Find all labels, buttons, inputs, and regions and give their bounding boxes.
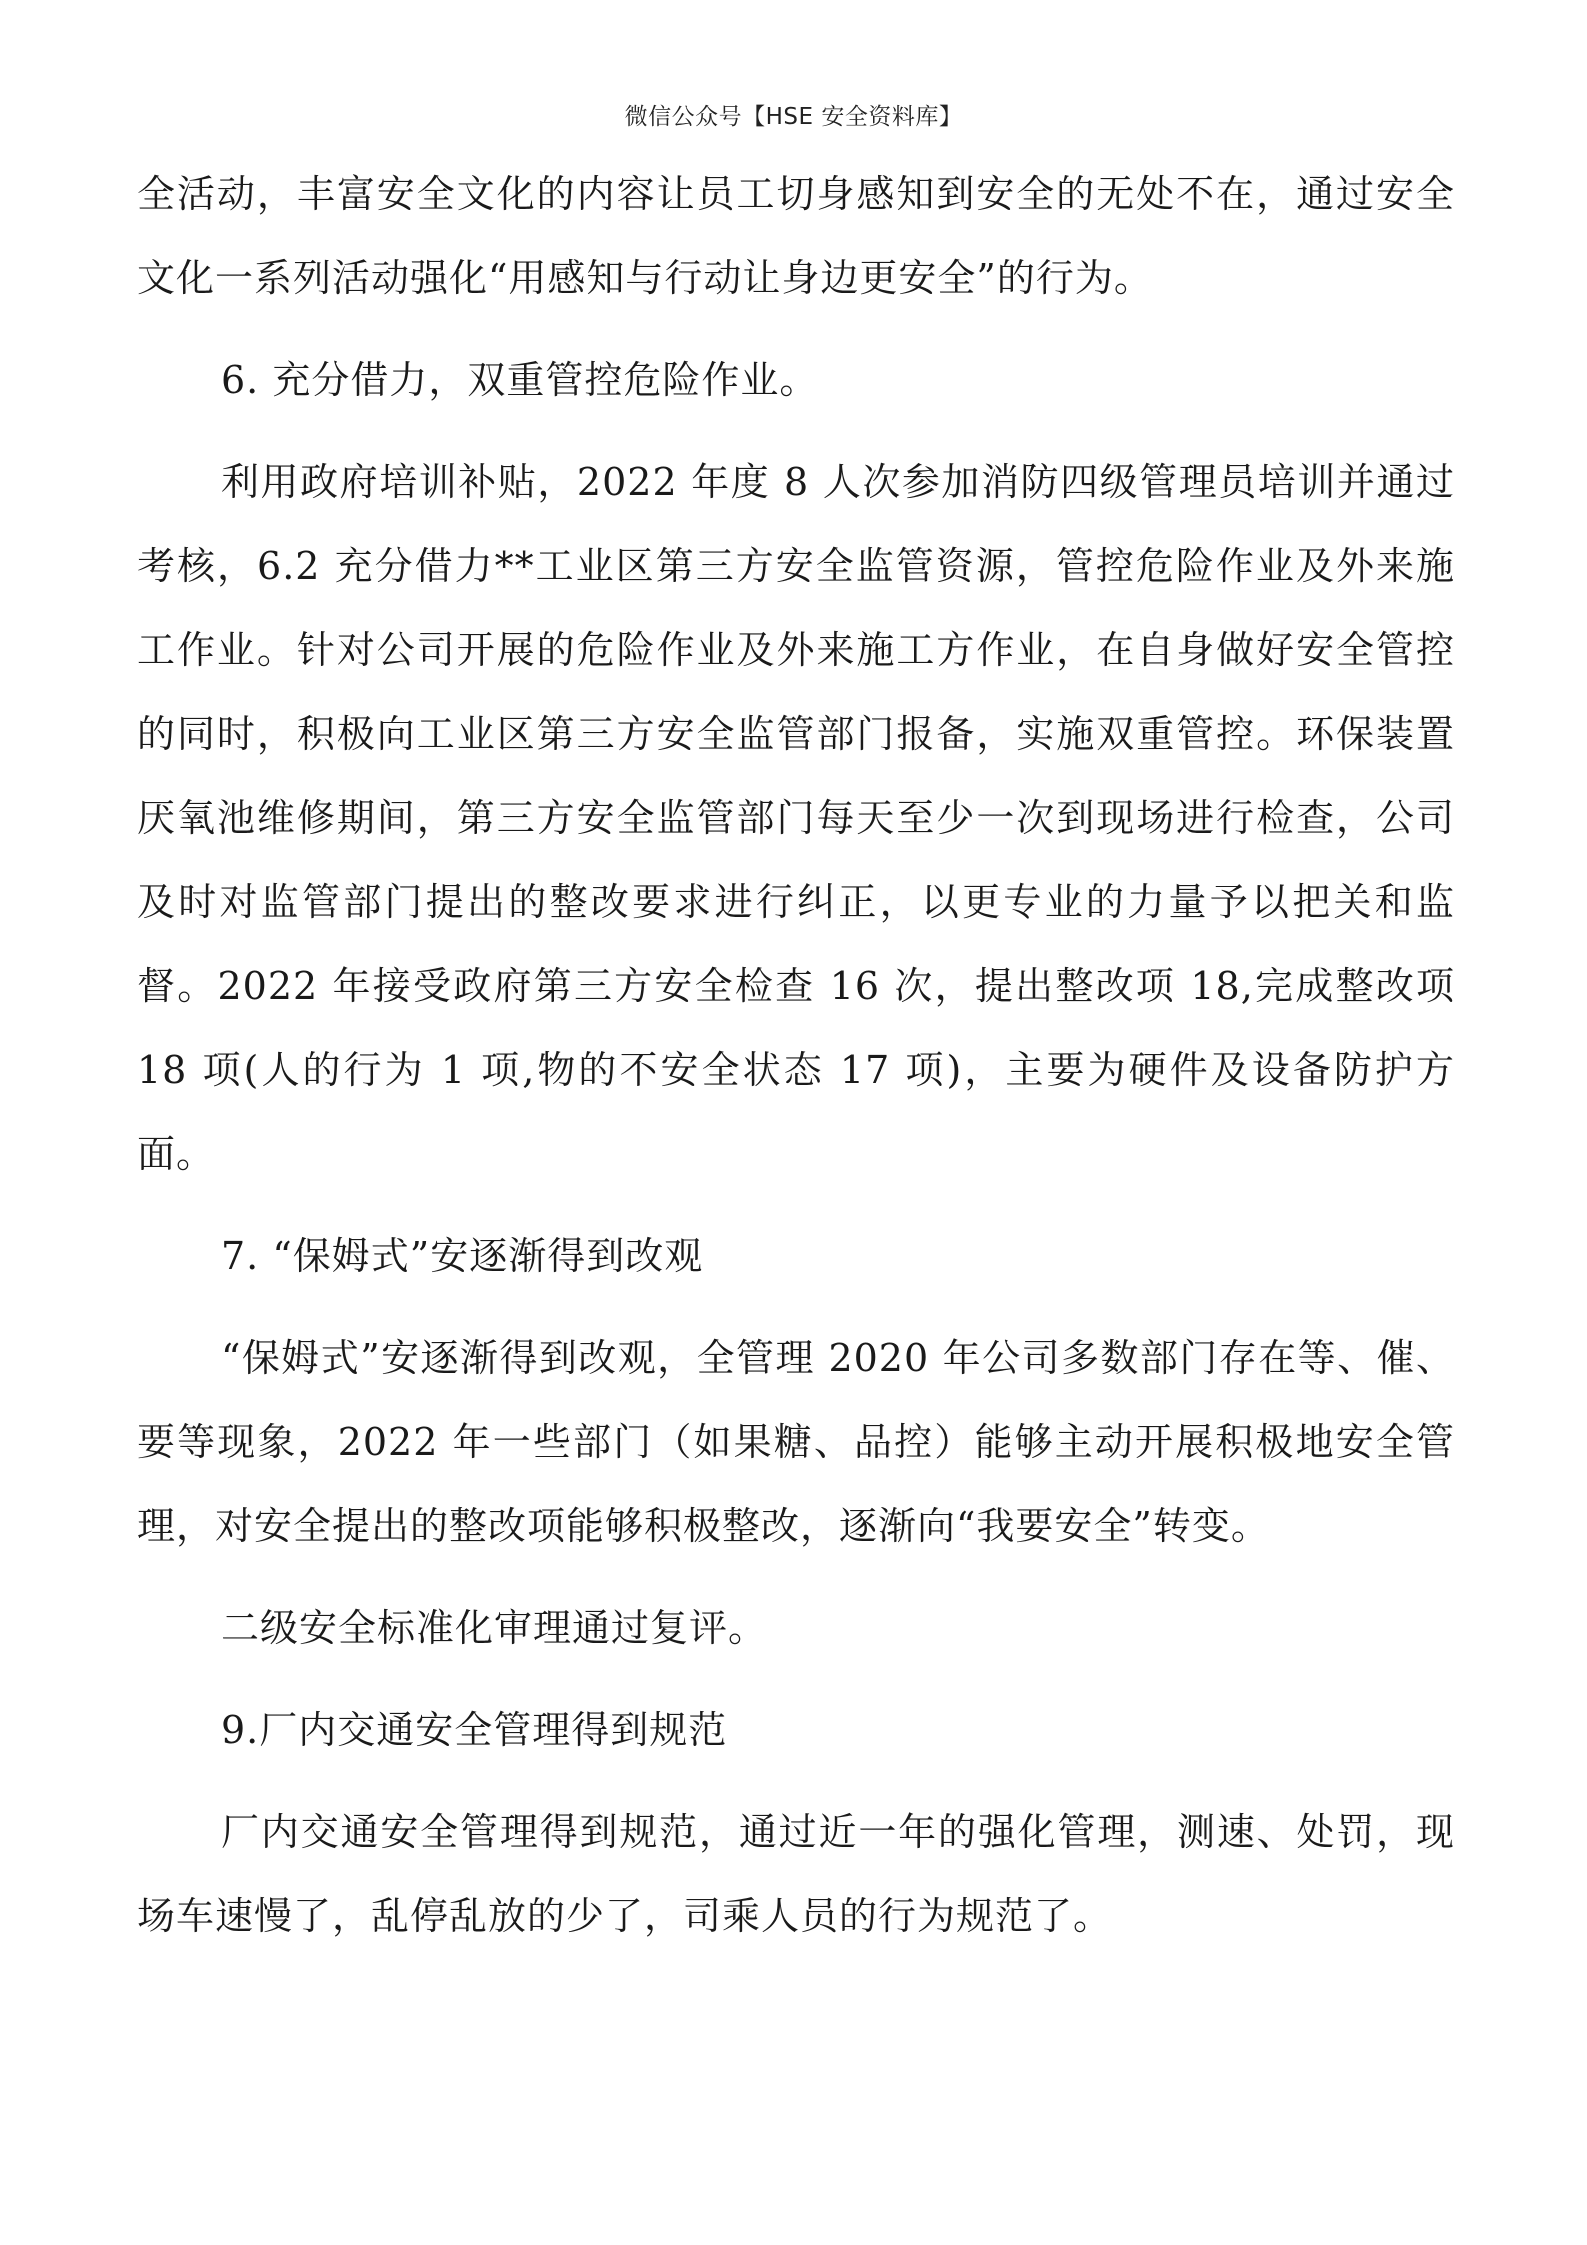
- paragraph-section-9: 厂内交通安全管理得到规范，通过近一年的强化管理，测速、处罚，现场车速慢了，乱停乱放的少了，司乘人员的行为规范了。: [137, 1810, 1455, 1938]
- paragraph-section-7: “保姆式”安逐渐得到改观，全管理 2020 年公司多数部门存在等、催、要等现象，2022 年一些部门（如果糖、品控）能够主动开展积极地安全管理，对安全提出的整改项能够积极整改，逐渐向“我要安全”转变。: [137, 1336, 1455, 1548]
- section-heading-9: 9.厂内交通安全管理得到规范: [221, 1708, 728, 1752]
- section-heading-6: 6. 充分借力，双重管控危险作业。: [221, 358, 819, 402]
- paragraph-section-6: 利用政府培训补贴，2022 年度 8 人次参加消防四级管理员培训并通过考核，6.2 充分借力**工业区第三方安全监管资源，管控危险作业及外来施工作业。针对公司开展的危险作业及外来施工方作业，在自身做好安全管控的同时，积极向工业区第三方安全监管部门报备，实施双重管控。环保装置厌氧池维修期间，第三方安全监管部门每天至少一次到现场进行检查，公司及时对监管部门提出的整改要求进行纠正，以更专业的力量予以把关和监督。2022 年接受政府第三方安全检查 16 次，提出整改项 18,完成整改项 18 项(人的行为 1 项,物的不安全状态 17 项)，主要为硬件及设备防护方面。: [137, 460, 1455, 1176]
- document-body: [137, 152, 1455, 1958]
- paragraph-standardization: 二级安全标准化审理通过复评。: [221, 1606, 768, 1650]
- paragraph-continued: 全活动，丰富安全文化的内容让员工切身感知到安全的无处不在，通过安全文化一系列活动强化“用感知与行动让身边更安全”的行为。: [137, 172, 1455, 300]
- page-header: 微信公众号【HSE 安全资料库】: [624, 104, 963, 130]
- section-heading-7: 7. “保姆式”安逐渐得到改观: [221, 1234, 704, 1278]
